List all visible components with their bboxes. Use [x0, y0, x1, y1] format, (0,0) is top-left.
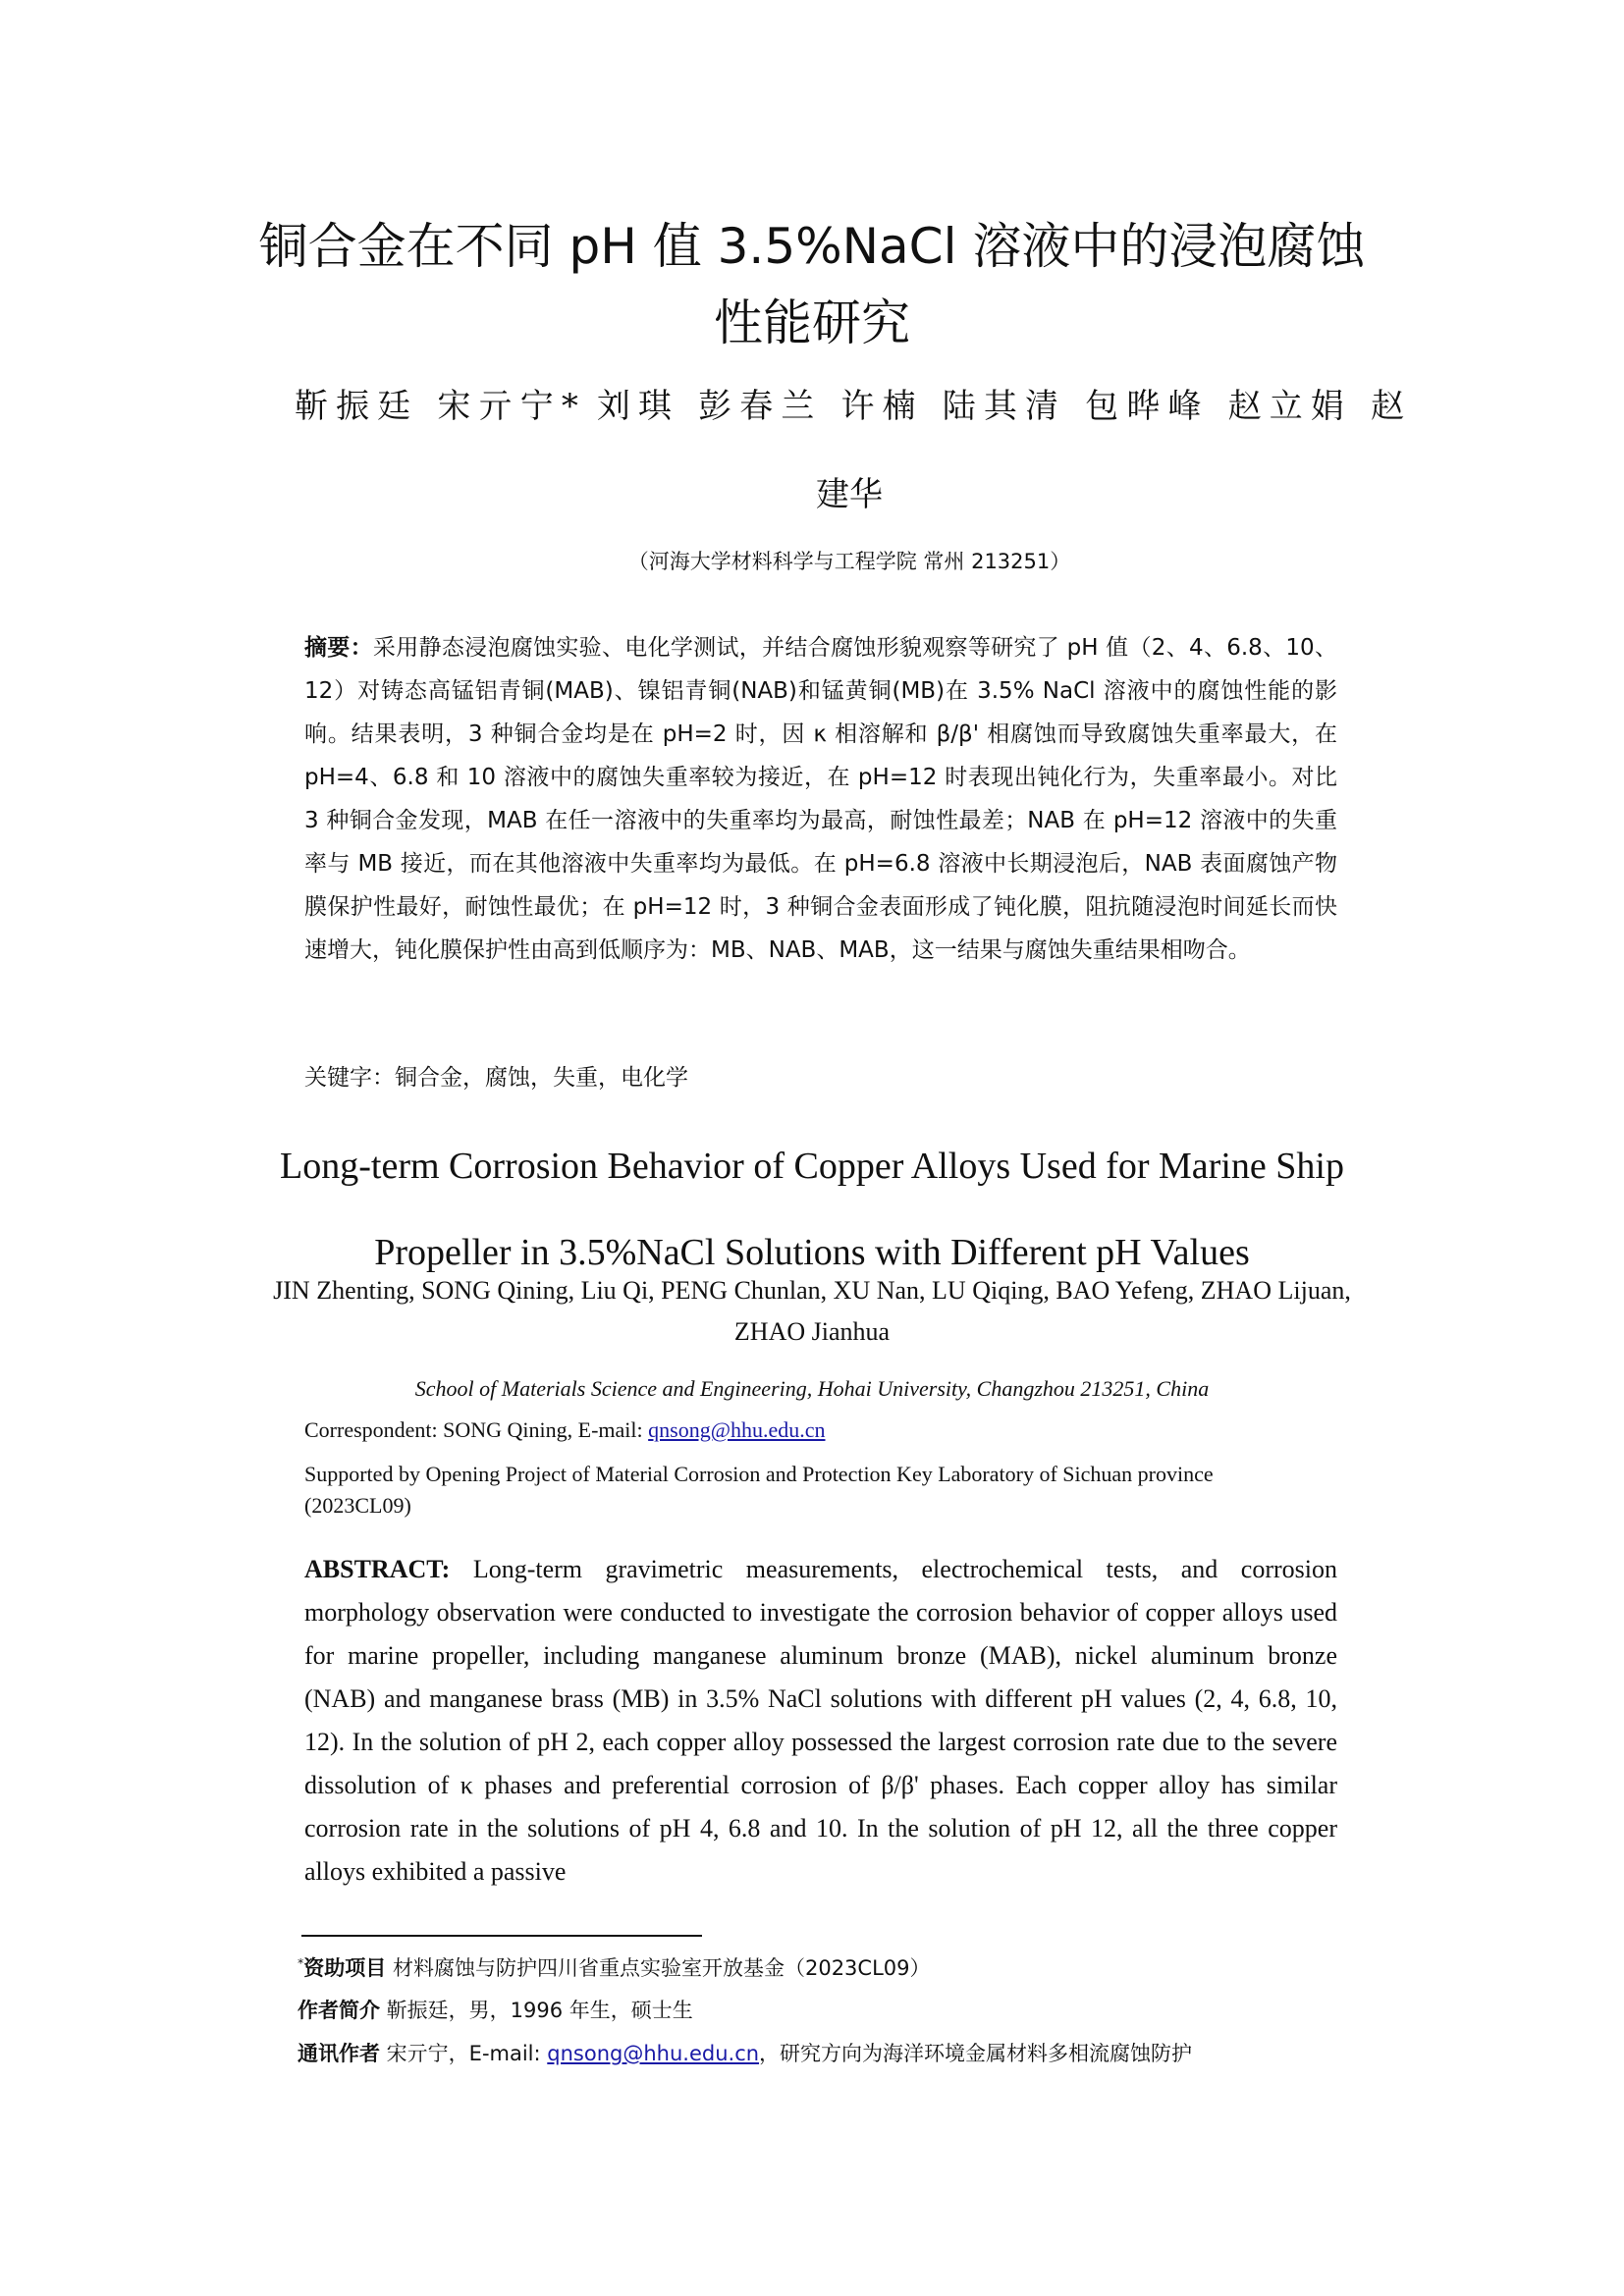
english-abstract-text: Long-term gravimetric measurements, electrochemical tests, and corrosion morphology observation were conducted to investigate the corrosion behavior of copper alloys used for marine propeller, including manganese aluminum bronze (MAB), nickel aluminum bronze (NAB) and manganese brass (MB) in 3.5% NaCl solutions with different pH values (2, 4, 6.8, 10, 12). In the solution of pH 2, each copper alloy possessed the largest corrosion rate due to the severe dissolution of κ phases and preferential corrosion of β/β' phases. Each copper alloy has similar corrosion rate in the solutions of pH 4, 6.8 and 10. In the solution of pH 12, all the three copper alloys exhibited a passive	[304, 1555, 1337, 1886]
chinese-abstract	[304, 626, 1337, 972]
footnote-author-label: 作者简介	[298, 1999, 380, 2022]
footnote-divider	[301, 1935, 702, 1937]
supported-line-1: Supported by Opening Project of Material Corrosion and Protection Key Laboratory of Sichuan province	[304, 1462, 1214, 1486]
footnote-fund-text: 材料腐蚀与防护四川省重点实验室开放基金（2023CL09）	[386, 1956, 931, 1980]
footnote-author	[298, 1994, 1378, 2027]
chinese-authors-line-1: 靳振廷 宋亓宁* 刘琪 彭春兰 许楠 陆其清 包晔峰 赵立娟 赵	[295, 387, 1404, 426]
chinese-affiliation: （河海大学材料科学与工程学院 常州 213251）	[627, 550, 1071, 573]
chinese-abstract-text: 采用静态浸泡腐蚀实验、电化学测试，并结合腐蚀形貌观察等研究了 pH 值（2、4、6.8、10、12）对铸态高锰铝青铜(MAB)、镍铝青铜(NAB)和锰黄铜(MB)在 3.5% NaCl 溶液中的腐蚀性能的影响。结果表明，3 种铜合金均是在 pH=2 时，因 κ 相溶解和 β/β' 相腐蚀而导致腐蚀失重率最大，在 pH=4、6.8 和 10 溶液中的腐蚀失重率较为接近，在 pH=12 时表现出钝化行为，失重率最小。对比 3 种铜合金发现，MAB 在任一溶液中的失重率均为最高，耐蚀性最差；NAB 在 pH=12 溶液中的失重率与 MB 接近，而在其他溶液中失重率均为最低。在 pH=6.8 溶液中长期浸泡后，NAB 表面腐蚀产物膜保护性最好，耐蚀性最优；在 pH=12 时，3 种铜合金表面形成了钝化膜，阻抗随浸泡时间延长而快速增大，钝化膜保护性由高到低顺序为：MB、NAB、MAB，这一结果与腐蚀失重结果相吻合。	[304, 635, 1337, 963]
english-authors: JIN Zhenting, SONG Qining, Liu Qi, PENG Chunlan, XU Nan, LU Qiqing, BAO Yefeng, ZHAO Lijuan, ZHAO Jianhua	[273, 1276, 1351, 1346]
chinese-keywords: 关键字：铜合金，腐蚀，失重，电化学	[304, 1065, 688, 1091]
footnote-marker: *	[298, 1955, 304, 1970]
english-abstract-label: ABSTRACT:	[304, 1555, 451, 1583]
english-title-line-1: Long-term Corrosion Behavior of Copper Alloys Used for Marine Ship	[280, 1146, 1344, 1187]
footnote-correspondent	[298, 2037, 1378, 2070]
footnote-fund	[298, 1951, 1378, 1985]
correspondent-email-link[interactable]: qnsong@hhu.edu.cn	[648, 1417, 826, 1442]
footnote-corr-email-link[interactable]: qnsong@hhu.edu.cn	[547, 2042, 760, 2065]
chinese-authors-line-2: 建华	[816, 475, 883, 514]
chinese-title-line-1: 铜合金在不同 pH 值 3.5%NaCl 溶液中的浸泡腐蚀	[258, 218, 1366, 275]
correspondent-prefix: Correspondent: SONG Qining, E-mail:	[304, 1417, 649, 1442]
english-abstract	[304, 1548, 1337, 1894]
footnote-corr-suffix: ，研究方向为海洋环境金属材料多相流腐蚀防护	[759, 2042, 1193, 2065]
chinese-title-line-2: 性能研究	[714, 294, 910, 351]
footnote-corr-label: 通讯作者	[298, 2042, 380, 2065]
footnote-author-text: 靳振廷，男，1996 年生，硕士生	[380, 1999, 693, 2022]
correspondent-line	[304, 1415, 1337, 1446]
english-title-line-2: Propeller in 3.5%NaCl Solutions with Different pH Values	[374, 1232, 1250, 1273]
footnote-corr-prefix: 宋亓宁，E-mail:	[380, 2042, 548, 2065]
chinese-abstract-label: 摘要：	[304, 635, 373, 661]
footnote-fund-label: 资助项目	[303, 1956, 387, 1980]
supported-line-2: (2023CL09)	[304, 1493, 411, 1518]
english-affiliation: School of Materials Science and Engineering, Hohai University, Changzhou 213251, China	[414, 1376, 1210, 1401]
